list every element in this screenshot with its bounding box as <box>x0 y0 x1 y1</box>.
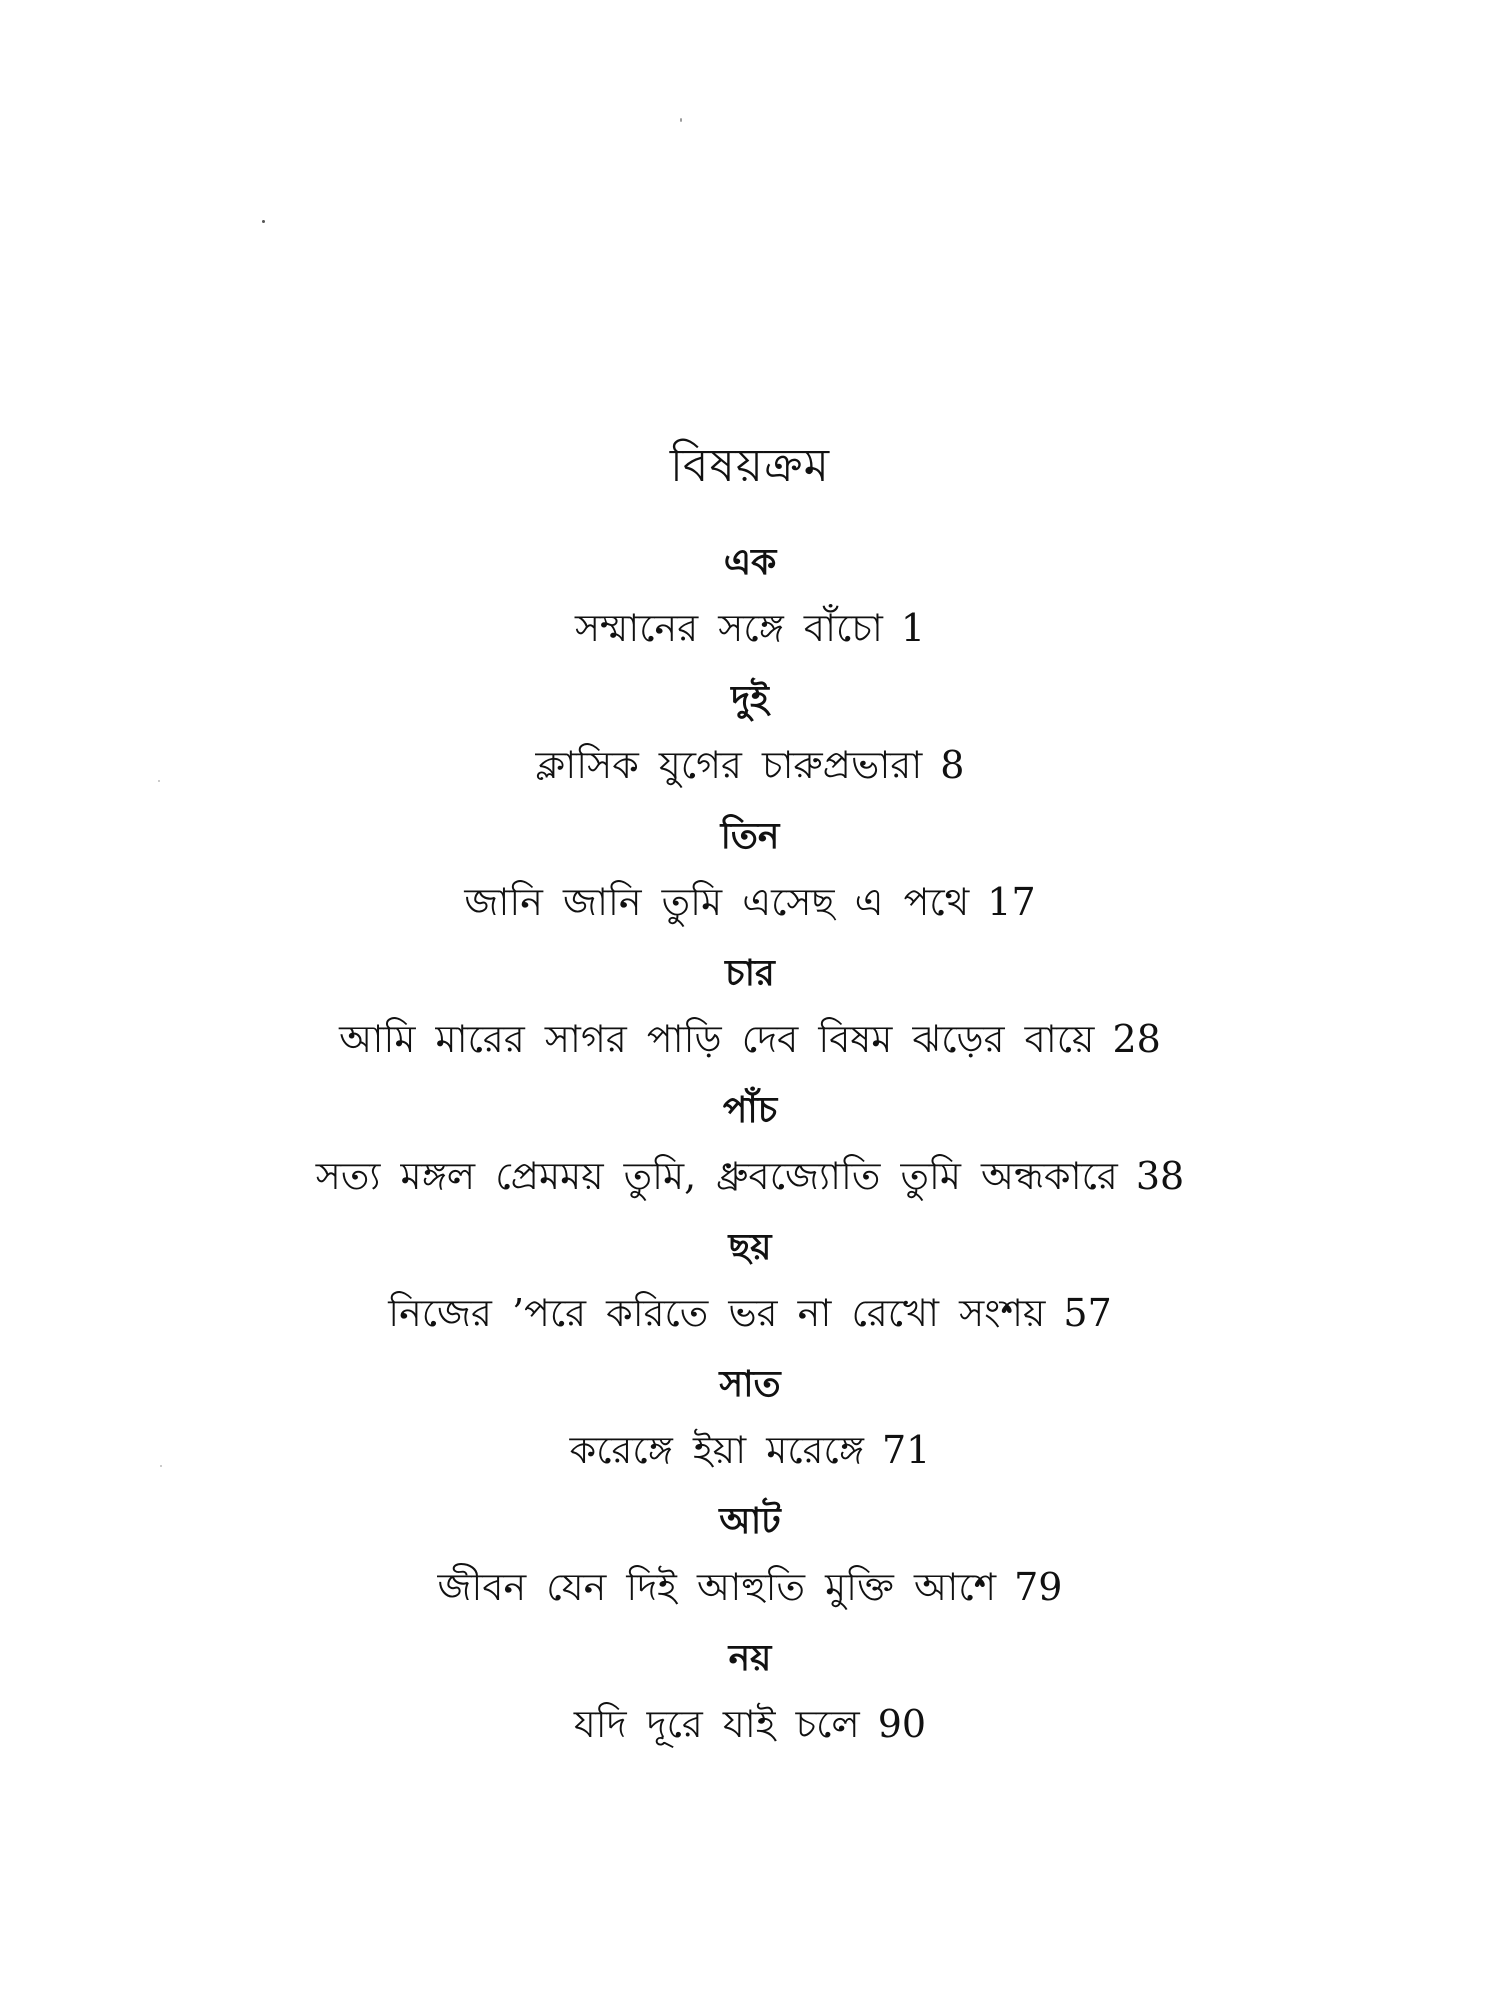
chapter-line <box>0 1152 1500 1200</box>
chapter-number: তিন <box>720 815 780 857</box>
page-number: 1 <box>900 606 926 650</box>
chapter-line <box>0 1289 1500 1337</box>
chapter-number: পাঁচ <box>722 1089 778 1131</box>
toc-entry-6[interactable] <box>0 1225 1500 1362</box>
toc-entry-4[interactable] <box>0 951 1500 1088</box>
page-number: 8 <box>940 743 965 787</box>
chapter-line <box>0 1426 1500 1474</box>
chapter-title: জীবন যেন দিই আহুতি মুক্তি আশে <box>437 1565 997 1609</box>
chapter-number: দুই <box>731 678 769 720</box>
table-of-contents <box>0 540 1500 1773</box>
page-title: বিষয়ক্রম <box>669 437 831 492</box>
toc-entry-8[interactable] <box>0 1499 1500 1636</box>
chapter-line <box>0 878 1500 926</box>
chapter-number: চার <box>725 952 775 994</box>
page-number: 17 <box>987 880 1036 924</box>
chapter-line <box>0 741 1500 789</box>
chapter-title: আমি মারের সাগর পাড়ি দেব বিষম ঝড়ের বায়ে <box>339 1017 1095 1061</box>
chapter-title: সত্য মঙ্গল প্রেমময় তুমি, ধ্রুবজ্যোতি তুমি অন্ধকারে <box>315 1154 1118 1198</box>
chapter-title: সম্মানের সঙ্গে বাঁচো <box>574 606 883 650</box>
toc-entry-9[interactable] <box>0 1636 1500 1773</box>
toc-entry-2[interactable] <box>0 677 1500 814</box>
chapter-title: যদি দূরে যাই চলে <box>573 1702 860 1746</box>
chapter-number: ছয় <box>728 1226 772 1268</box>
chapter-number: সাত <box>719 1363 781 1405</box>
chapter-line <box>0 1563 1500 1611</box>
scan-speck <box>680 118 682 122</box>
chapter-number: এক <box>723 541 777 583</box>
page-number: 28 <box>1112 1017 1161 1061</box>
toc-entry-7[interactable] <box>0 1362 1500 1499</box>
chapter-title: জানি জানি তুমি এসেছ এ পথে <box>464 880 970 924</box>
chapter-title: ক্লাসিক যুগের চারুপ্রভারা <box>535 743 923 787</box>
page-number: 71 <box>881 1428 931 1472</box>
toc-entry-3[interactable] <box>0 814 1500 951</box>
page-number: 38 <box>1135 1154 1185 1198</box>
chapter-line <box>0 1015 1500 1063</box>
chapter-title: নিজের ’পরে করিতে ভর না রেখো সংশয় <box>388 1291 1046 1335</box>
chapter-number: আট <box>719 1500 781 1542</box>
chapter-line <box>0 1700 1500 1748</box>
toc-entry-5[interactable] <box>0 1088 1500 1225</box>
page-number: 79 <box>1014 1565 1063 1609</box>
page-number: 90 <box>877 1702 927 1746</box>
page-number: 57 <box>1063 1291 1112 1335</box>
chapter-title: করেঙ্গে ইয়া মরেঙ্গে <box>569 1428 864 1472</box>
scan-speck <box>262 220 265 223</box>
toc-entry-1[interactable] <box>0 540 1500 677</box>
chapter-number: নয় <box>728 1637 772 1679</box>
chapter-line <box>0 604 1500 652</box>
